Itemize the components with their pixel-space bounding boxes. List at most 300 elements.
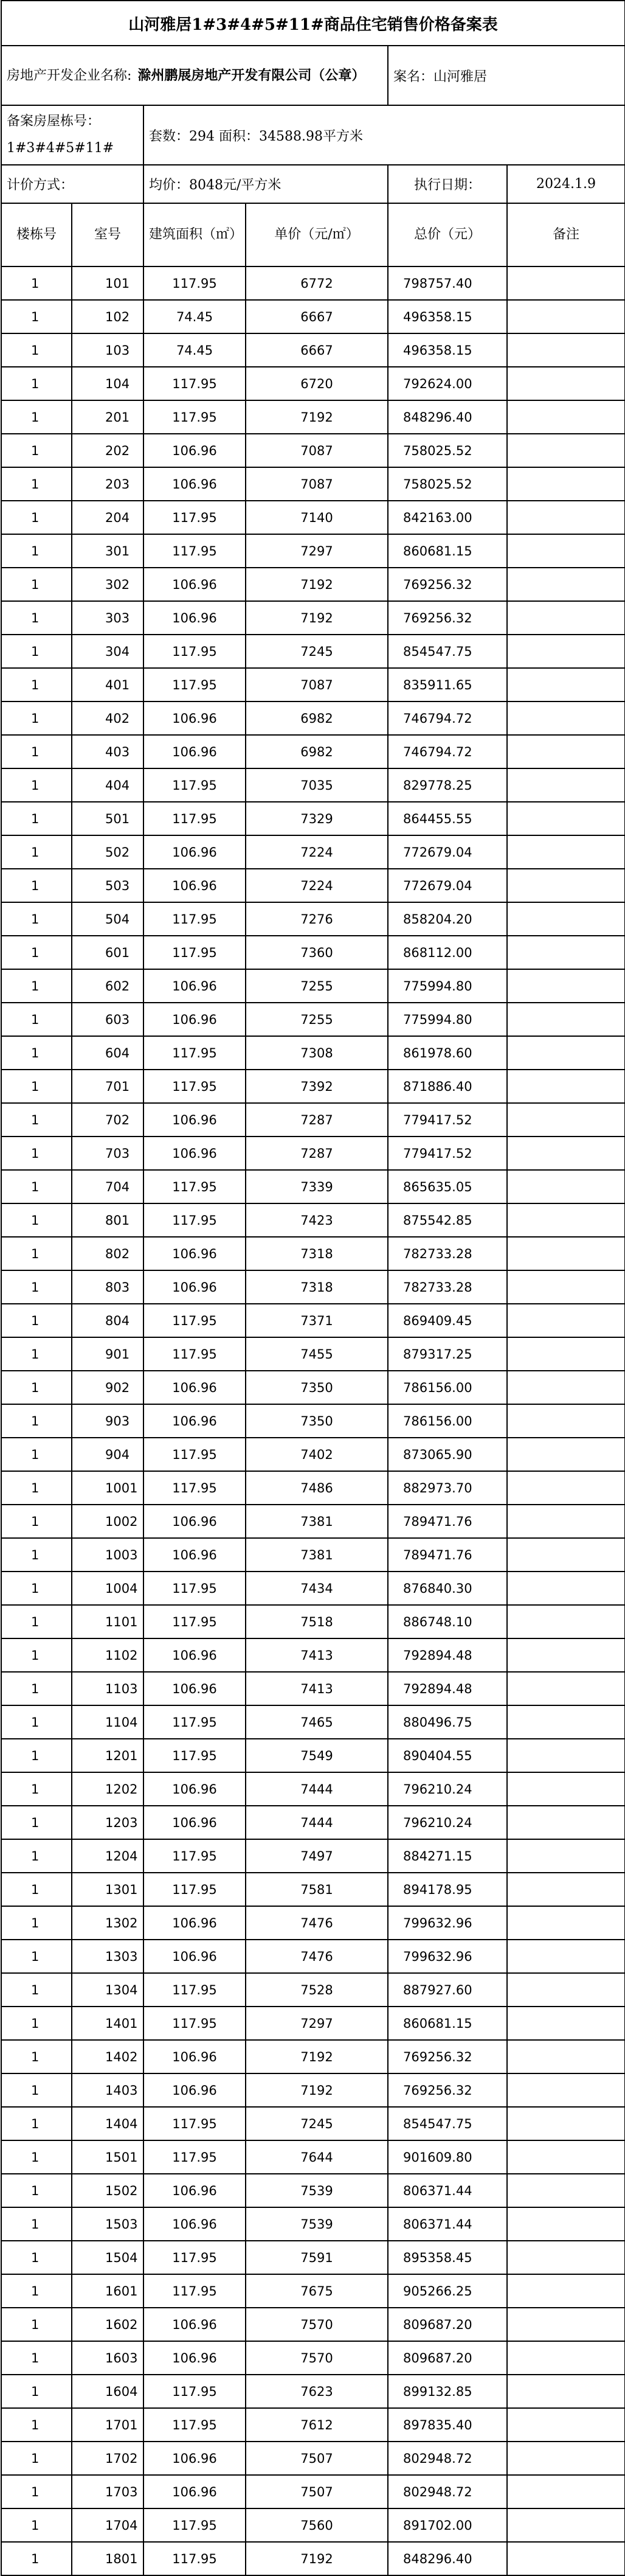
unit-price-cell: 7623	[246, 2375, 388, 2408]
remark-cell	[507, 1739, 625, 1772]
room-cell: 1402	[72, 2040, 143, 2073]
building-cell: 1	[1, 1304, 72, 1337]
remark-cell	[507, 1638, 625, 1672]
remark-cell	[507, 1940, 625, 1973]
unit-price-cell: 7423	[246, 1203, 388, 1237]
area-cell: 117.95	[143, 1438, 246, 1471]
total-price-cell: 809687.20	[388, 2308, 507, 2341]
header-remark: 备注	[507, 203, 625, 266]
building-cell: 1	[1, 2140, 72, 2174]
room-cell: 401	[72, 668, 143, 701]
remark-cell	[507, 1839, 625, 1873]
room-cell: 104	[72, 367, 143, 400]
header-unit-price: 单价（元/㎡）	[246, 203, 388, 266]
unit-price-cell: 7087	[246, 434, 388, 467]
area-cell: 106.96	[143, 2475, 246, 2508]
total-price-cell: 897835.40	[388, 2408, 507, 2442]
unit-price-cell: 7381	[246, 1505, 388, 1538]
table-row	[1, 1940, 625, 1973]
remark-cell	[507, 2274, 625, 2308]
remark-cell	[507, 1806, 625, 1839]
table-row	[1, 2140, 625, 2174]
building-cell: 1	[1, 1103, 72, 1137]
unit-price-cell: 7444	[246, 1772, 388, 1806]
table-row	[1, 902, 625, 936]
area-cell: 106.96	[143, 1003, 246, 1036]
total-price-cell: 869409.45	[388, 1304, 507, 1337]
total-price-cell: 854547.75	[388, 2107, 507, 2140]
total-price-cell: 901609.80	[388, 2140, 507, 2174]
unit-price-cell: 7476	[246, 1906, 388, 1940]
room-cell: 1204	[72, 1839, 143, 1873]
total-price-cell: 769256.32	[388, 568, 507, 601]
table-row	[1, 1739, 625, 1772]
remark-cell	[507, 1237, 625, 1270]
total-price-cell: 746794.72	[388, 735, 507, 768]
total-price-cell: 842163.00	[388, 501, 507, 534]
area-cell: 117.95	[143, 1304, 246, 1337]
area-cell: 106.96	[143, 1772, 246, 1806]
table-row	[1, 2542, 625, 2575]
area-cell: 117.95	[143, 802, 246, 835]
unit-price-cell: 7035	[246, 768, 388, 802]
building-cell: 1	[1, 936, 72, 969]
remark-cell	[507, 601, 625, 635]
building-cell: 1	[1, 333, 72, 367]
table-row	[1, 2007, 625, 2040]
remark-cell	[507, 1270, 625, 1304]
area-cell: 106.96	[143, 1270, 246, 1304]
remark-cell	[507, 2308, 625, 2341]
unit-price-cell: 7413	[246, 1638, 388, 1672]
building-cell: 1	[1, 2241, 72, 2274]
room-cell: 204	[72, 501, 143, 534]
total-price-cell: 899132.85	[388, 2375, 507, 2408]
total-price-cell: 496358.15	[388, 333, 507, 367]
table-row	[1, 668, 625, 701]
table-row	[1, 1170, 625, 1203]
table-row	[1, 2241, 625, 2274]
table-row	[1, 2442, 625, 2475]
total-price-cell: 789471.76	[388, 1505, 507, 1538]
table-row	[1, 2174, 625, 2207]
room-cell: 304	[72, 635, 143, 668]
room-cell: 1202	[72, 1772, 143, 1806]
remark-cell	[507, 2073, 625, 2107]
room-cell: 1101	[72, 1605, 143, 1638]
unit-price-cell: 7192	[246, 2040, 388, 2073]
area-cell: 106.96	[143, 1103, 246, 1137]
table-row	[1, 1906, 625, 1940]
building-cell: 1	[1, 367, 72, 400]
total-price-cell: 796210.24	[388, 1806, 507, 1839]
remark-cell	[507, 2040, 625, 2073]
total-price-cell: 905266.25	[388, 2274, 507, 2308]
total-price-cell: 779417.52	[388, 1137, 507, 1170]
buildings-value: 1#3#4#5#11#	[7, 141, 114, 156]
room-cell: 803	[72, 1270, 143, 1304]
room-cell: 1104	[72, 1705, 143, 1739]
room-cell: 1102	[72, 1638, 143, 1672]
unit-price-cell: 7560	[246, 2508, 388, 2542]
total-price-cell: 884271.15	[388, 1839, 507, 1873]
area-cell: 106.96	[143, 2073, 246, 2107]
room-cell: 1603	[72, 2341, 143, 2375]
area-cell: 117.95	[143, 1036, 246, 1070]
building-cell: 1	[1, 2207, 72, 2241]
unit-price-cell: 6772	[246, 266, 388, 300]
unit-price-cell: 7192	[246, 601, 388, 635]
unit-price-cell: 7591	[246, 2241, 388, 2274]
remark-cell	[507, 835, 625, 869]
remark-cell	[507, 902, 625, 936]
area-cell: 106.96	[143, 467, 246, 501]
total-price-cell: 809687.20	[388, 2341, 507, 2375]
table-row	[1, 1806, 625, 1839]
room-cell: 101	[72, 266, 143, 300]
unit-price-cell: 7308	[246, 1036, 388, 1070]
table-row	[1, 735, 625, 768]
remark-cell	[507, 1203, 625, 1237]
unit-price-cell: 7245	[246, 2107, 388, 2140]
table-row	[1, 2207, 625, 2241]
total-price-cell: 865635.05	[388, 1170, 507, 1203]
area-cell: 117.95	[143, 1070, 246, 1103]
total-price-cell: 769256.32	[388, 601, 507, 635]
total-price-cell: 860681.15	[388, 534, 507, 568]
area-cell: 117.95	[143, 902, 246, 936]
table-row	[1, 1471, 625, 1505]
building-cell: 1	[1, 1806, 72, 1839]
remark-cell	[507, 2007, 625, 2040]
room-cell: 203	[72, 467, 143, 501]
unit-price-cell: 7518	[246, 1605, 388, 1638]
area-cell: 117.95	[143, 400, 246, 434]
unit-price-cell: 7192	[246, 2073, 388, 2107]
building-cell: 1	[1, 735, 72, 768]
buildings-cell	[1, 105, 143, 165]
room-cell: 1401	[72, 2007, 143, 2040]
area-cell: 106.96	[143, 601, 246, 635]
building-cell: 1	[1, 467, 72, 501]
remark-cell	[507, 1772, 625, 1806]
room-cell: 601	[72, 936, 143, 969]
project-name: 案名：山河雅居	[388, 46, 625, 105]
remark-cell	[507, 1471, 625, 1505]
total-price-cell: 758025.52	[388, 434, 507, 467]
building-cell: 1	[1, 1471, 72, 1505]
total-price-cell: 861978.60	[388, 1036, 507, 1070]
table-header	[1, 203, 625, 266]
room-cell: 1702	[72, 2442, 143, 2475]
total-price-cell: 876840.30	[388, 1572, 507, 1605]
building-cell: 1	[1, 635, 72, 668]
area-cell: 117.95	[143, 1203, 246, 1237]
unit-price-cell: 7612	[246, 2408, 388, 2442]
building-cell: 1	[1, 1371, 72, 1404]
remark-cell	[507, 1137, 625, 1170]
room-cell: 1403	[72, 2073, 143, 2107]
total-price-cell: 871886.40	[388, 1070, 507, 1103]
total-price-cell: 779417.52	[388, 1103, 507, 1137]
table-row	[1, 1605, 625, 1638]
room-cell: 703	[72, 1137, 143, 1170]
remark-cell	[507, 1538, 625, 1572]
remark-cell	[507, 467, 625, 501]
building-cell: 1	[1, 1203, 72, 1237]
area-cell: 117.95	[143, 2274, 246, 2308]
room-cell: 402	[72, 701, 143, 735]
total-price-cell: 796210.24	[388, 1772, 507, 1806]
building-cell: 1	[1, 802, 72, 835]
area-cell: 74.45	[143, 333, 246, 367]
room-cell: 1502	[72, 2174, 143, 2207]
building-cell: 1	[1, 1839, 72, 1873]
developer-cell	[1, 46, 388, 105]
building-cell: 1	[1, 2073, 72, 2107]
unit-price-cell: 7297	[246, 2007, 388, 2040]
unit-price-cell: 7581	[246, 1873, 388, 1906]
total-price-cell: 802948.72	[388, 2475, 507, 2508]
total-price-cell: 891702.00	[388, 2508, 507, 2542]
unit-price-cell: 7350	[246, 1371, 388, 1404]
room-cell: 602	[72, 969, 143, 1003]
unit-price-cell: 7255	[246, 969, 388, 1003]
remark-cell	[507, 300, 625, 333]
table-row	[1, 1638, 625, 1672]
building-cell: 1	[1, 1270, 72, 1304]
remark-cell	[507, 1873, 625, 1906]
area-cell: 106.96	[143, 2040, 246, 2073]
room-cell: 403	[72, 735, 143, 768]
table-row	[1, 1036, 625, 1070]
room-cell: 1304	[72, 1973, 143, 2007]
remark-cell	[507, 333, 625, 367]
room-cell: 1103	[72, 1672, 143, 1705]
total-price-cell: 496358.15	[388, 300, 507, 333]
total-price-cell: 886748.10	[388, 1605, 507, 1638]
table-row	[1, 1237, 625, 1270]
building-cell: 1	[1, 1170, 72, 1203]
building-cell: 1	[1, 668, 72, 701]
building-cell: 1	[1, 2341, 72, 2375]
building-cell: 1	[1, 1404, 72, 1438]
remark-cell	[507, 1337, 625, 1371]
table-row	[1, 1270, 625, 1304]
header-building: 楼栋号	[1, 203, 72, 266]
area-cell: 117.95	[143, 668, 246, 701]
total-price-cell: 792894.48	[388, 1638, 507, 1672]
remark-cell	[507, 635, 625, 668]
total-price-cell: 875542.85	[388, 1203, 507, 1237]
table-row	[1, 1137, 625, 1170]
table-row	[1, 601, 625, 635]
area-cell: 117.95	[143, 2107, 246, 2140]
remark-cell	[507, 1371, 625, 1404]
room-cell: 503	[72, 869, 143, 902]
remark-cell	[507, 367, 625, 400]
table-row	[1, 2107, 625, 2140]
avg-price: 均价：8048元/平方米	[143, 165, 388, 203]
unit-price-cell: 7192	[246, 568, 388, 601]
building-cell: 1	[1, 1036, 72, 1070]
building-cell: 1	[1, 701, 72, 735]
unit-price-cell: 7507	[246, 2475, 388, 2508]
unit-price-cell: 7675	[246, 2274, 388, 2308]
remark-cell	[507, 2241, 625, 2274]
building-cell: 1	[1, 2408, 72, 2442]
buildings-label: 备案房屋栋号：	[7, 114, 101, 129]
room-cell: 1602	[72, 2308, 143, 2341]
area-cell: 106.96	[143, 2174, 246, 2207]
remark-cell	[507, 1003, 625, 1036]
remark-cell	[507, 1304, 625, 1337]
table-row	[1, 400, 625, 434]
table-row	[1, 701, 625, 735]
table-row	[1, 1203, 625, 1237]
room-cell: 901	[72, 1337, 143, 1371]
building-cell: 1	[1, 1940, 72, 1973]
building-cell: 1	[1, 2442, 72, 2475]
total-price-cell: 786156.00	[388, 1404, 507, 1438]
building-cell: 1	[1, 1705, 72, 1739]
building-cell: 1	[1, 300, 72, 333]
building-cell: 1	[1, 2508, 72, 2542]
table-row	[1, 869, 625, 902]
room-cell: 902	[72, 1371, 143, 1404]
room-cell: 802	[72, 1237, 143, 1270]
total-price-cell: 854547.75	[388, 635, 507, 668]
remark-cell	[507, 2542, 625, 2575]
room-cell: 1703	[72, 2475, 143, 2508]
remark-cell	[507, 266, 625, 300]
total-price-cell: 848296.40	[388, 2542, 507, 2575]
table-row	[1, 300, 625, 333]
remark-cell	[507, 768, 625, 802]
area-cell: 117.95	[143, 2007, 246, 2040]
unit-price-cell: 7192	[246, 2542, 388, 2575]
unit-price-cell: 7644	[246, 2140, 388, 2174]
area-cell: 106.96	[143, 835, 246, 869]
remark-cell	[507, 2107, 625, 2140]
unit-price-cell: 7087	[246, 467, 388, 501]
unit-price-cell: 7255	[246, 1003, 388, 1036]
area-cell: 117.95	[143, 1572, 246, 1605]
total-price-cell: 860681.15	[388, 2007, 507, 2040]
room-cell: 903	[72, 1404, 143, 1438]
total-price-cell: 806371.44	[388, 2174, 507, 2207]
table-row	[1, 1873, 625, 1906]
table-row	[1, 2274, 625, 2308]
area-cell: 106.96	[143, 1940, 246, 1973]
table-row	[1, 1572, 625, 1605]
area-cell: 106.96	[143, 869, 246, 902]
total-price-cell: 873065.90	[388, 1438, 507, 1471]
remark-cell	[507, 936, 625, 969]
room-cell: 1501	[72, 2140, 143, 2174]
unit-price-cell: 7297	[246, 534, 388, 568]
area-cell: 117.95	[143, 1170, 246, 1203]
total-price-cell: 799632.96	[388, 1940, 507, 1973]
building-cell: 1	[1, 1906, 72, 1940]
building-cell: 1	[1, 1772, 72, 1806]
table-row	[1, 1103, 625, 1137]
unit-price-cell: 7245	[246, 635, 388, 668]
unit-price-cell: 7276	[246, 902, 388, 936]
remark-cell	[507, 1036, 625, 1070]
table-row	[1, 2040, 625, 2073]
room-cell: 202	[72, 434, 143, 467]
room-cell: 1504	[72, 2241, 143, 2274]
total-price-cell: 775994.80	[388, 1003, 507, 1036]
table-row	[1, 635, 625, 668]
summary: 套数：294 面积：34588.98平方米	[143, 105, 625, 165]
building-cell: 1	[1, 1337, 72, 1371]
table-row	[1, 501, 625, 534]
room-cell: 1001	[72, 1471, 143, 1505]
remark-cell	[507, 1973, 625, 2007]
unit-price-cell: 7549	[246, 1739, 388, 1772]
unit-price-cell: 7381	[246, 1538, 388, 1572]
unit-price-cell: 7434	[246, 1572, 388, 1605]
total-price-cell: 798757.40	[388, 266, 507, 300]
building-cell: 1	[1, 1505, 72, 1538]
room-cell: 102	[72, 300, 143, 333]
room-cell: 704	[72, 1170, 143, 1203]
room-cell: 804	[72, 1304, 143, 1337]
total-price-cell: 769256.32	[388, 2040, 507, 2073]
total-price-cell: 879317.25	[388, 1337, 507, 1371]
building-cell: 1	[1, 1003, 72, 1036]
total-price-cell: 769256.32	[388, 2073, 507, 2107]
building-cell: 1	[1, 1137, 72, 1170]
building-cell: 1	[1, 2375, 72, 2408]
total-price-cell: 802948.72	[388, 2442, 507, 2475]
remark-cell	[507, 1572, 625, 1605]
total-price-cell: 894178.95	[388, 1873, 507, 1906]
total-price-cell: 775994.80	[388, 969, 507, 1003]
remark-cell	[507, 1672, 625, 1705]
table-row	[1, 1973, 625, 2007]
room-cell: 504	[72, 902, 143, 936]
room-cell: 1302	[72, 1906, 143, 1940]
unit-price-cell: 7455	[246, 1337, 388, 1371]
total-price-cell: 758025.52	[388, 467, 507, 501]
area-cell: 117.95	[143, 367, 246, 400]
area-cell: 106.96	[143, 1371, 246, 1404]
exec-date: 2024.1.9	[507, 165, 625, 203]
area-cell: 106.96	[143, 1806, 246, 1839]
remark-cell	[507, 1705, 625, 1739]
room-cell: 1604	[72, 2375, 143, 2408]
remark-cell	[507, 1103, 625, 1137]
area-cell: 106.96	[143, 1538, 246, 1572]
room-cell: 801	[72, 1203, 143, 1237]
building-cell: 1	[1, 434, 72, 467]
total-price-cell: 746794.72	[388, 701, 507, 735]
area-cell: 106.96	[143, 1906, 246, 1940]
building-cell: 1	[1, 902, 72, 936]
room-cell: 1704	[72, 2508, 143, 2542]
remark-cell	[507, 1605, 625, 1638]
table-row	[1, 367, 625, 400]
area-cell: 106.96	[143, 1672, 246, 1705]
unit-price-cell: 7507	[246, 2442, 388, 2475]
building-cell: 1	[1, 1070, 72, 1103]
table-row	[1, 467, 625, 501]
table-row	[1, 2341, 625, 2375]
room-cell: 1303	[72, 1940, 143, 1973]
